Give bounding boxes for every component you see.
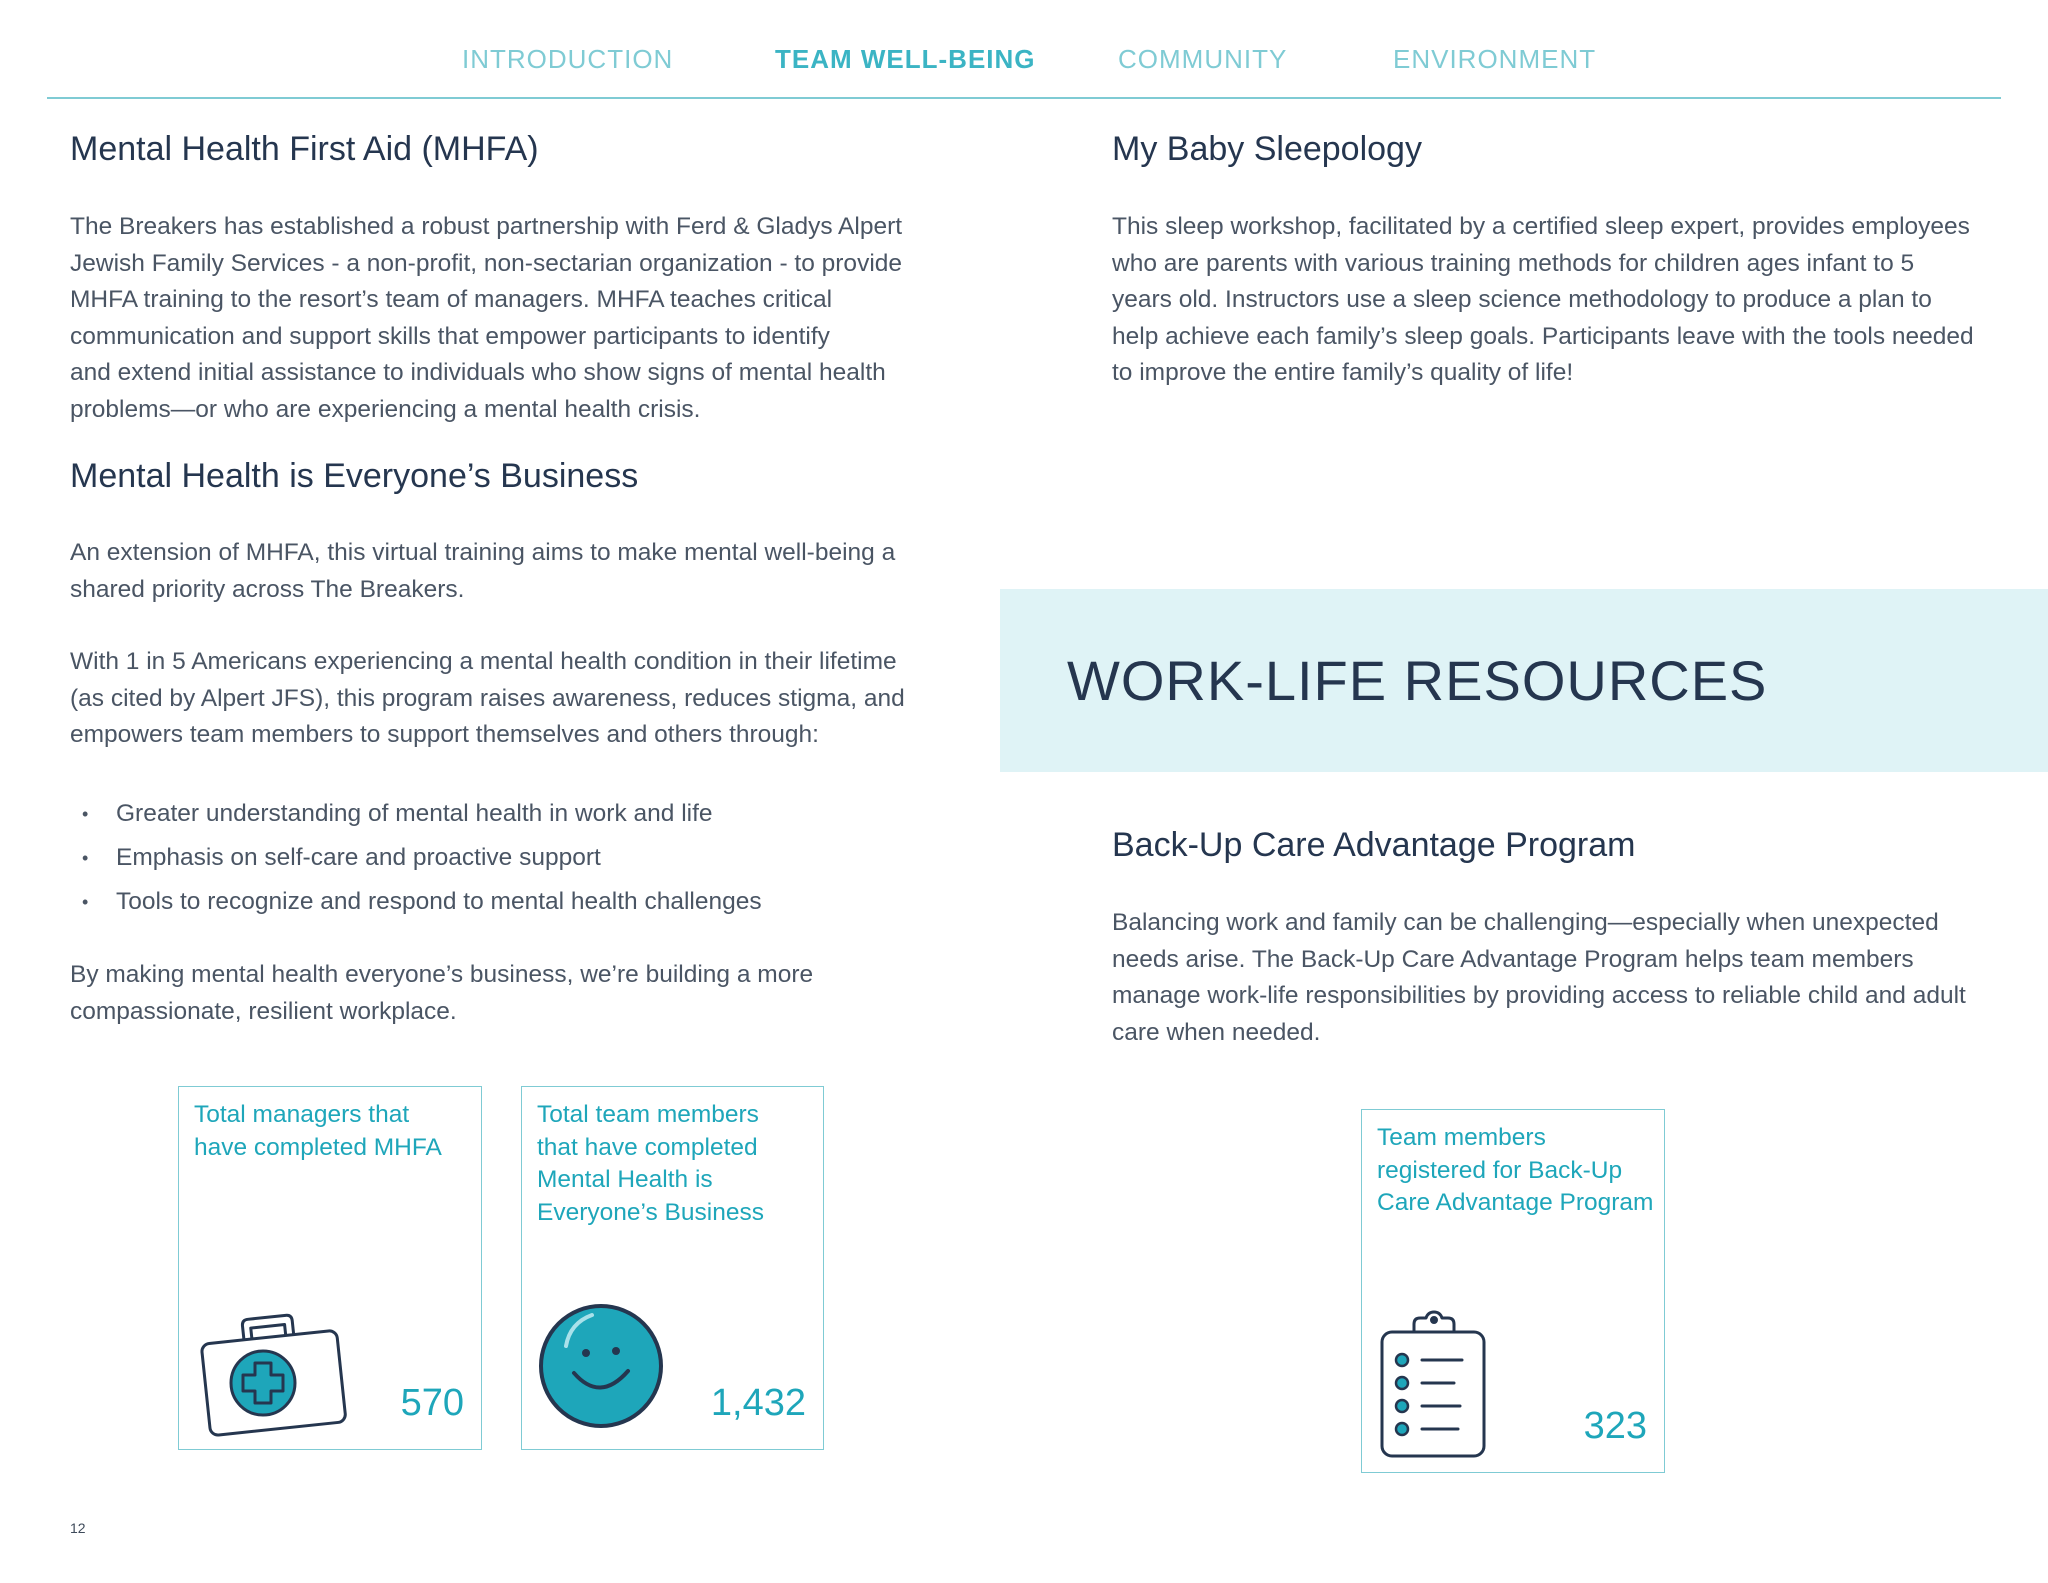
nav-divider	[47, 97, 2001, 99]
business-stats-paragraph: With 1 in 5 Americans experiencing a mental health condition in their lifetime (as cited by Alpert JFS), this program raises awareness, reduces stigma, and empowers team members to support themselves and others through:	[70, 648, 905, 748]
nav-introduction[interactable]: INTRODUCTION	[462, 44, 674, 74]
smiley-face-icon	[536, 1301, 666, 1431]
stat-value: 1,432	[710, 1382, 806, 1424]
section-nav	[0, 44, 2048, 84]
stat-label: Team members registered for Back-Up Care Advantage Program	[1377, 1124, 1654, 1216]
benefits-list	[70, 792, 762, 924]
mhfa-heading: Mental Health First Aid (MHFA)	[70, 130, 539, 168]
first-aid-kit-icon	[193, 1297, 353, 1437]
mhfa-paragraph: The Breakers has established a robust partnership with Ferd & Gladys Alpert Jewish Family Services - a non-profit, non-sectarian organization - to provide MHFA training to the resort’s team of managers. MHFA teaches critical communication and support skills that empower participants to identify and extend initial assistance to individuals who show signs of mental health problems—or who are experiencing a mental health crisis.	[70, 213, 903, 423]
section-banner-title: WORK-LIFE RESOURCES	[1067, 649, 1768, 712]
clipboard-checklist-icon	[1376, 1310, 1496, 1460]
page-number: 12	[70, 1520, 86, 1536]
sleepology-paragraph: This sleep workshop, facilitated by a certified sleep expert, provides employees who are parents with various training methods for children ages infant to 5 years old. Instructors use a sleep science methodology to produce a plan to help achieve each family’s sleep goals. Participants leave with the tools needed to improve the entire family’s quality of life!	[1112, 213, 1974, 386]
list-item: • Tools to recognize and respond to mental health challenges	[82, 888, 762, 915]
business-heading: Mental Health is Everyone’s Business	[70, 457, 639, 495]
stat-value: 323	[1583, 1405, 1647, 1447]
backup-care-heading: Back-Up Care Advantage Program	[1112, 826, 1636, 864]
stat-label: Total managers that have completed MHFA	[194, 1101, 442, 1161]
stat-card-business	[521, 1086, 824, 1450]
stat-label: Total team members that have completed Mental Health is Everyone’s Business	[537, 1101, 764, 1226]
nav-team-well-being[interactable]: TEAM WELL-BEING	[775, 44, 1036, 74]
sleepology-heading: My Baby Sleepology	[1112, 130, 1422, 168]
nav-environment[interactable]: ENVIRONMENT	[1393, 44, 1597, 74]
list-item: • Emphasis on self-care and proactive support	[82, 844, 601, 871]
nav-community[interactable]: COMMUNITY	[1118, 44, 1288, 74]
stat-value: 570	[400, 1382, 464, 1424]
stat-card-mhfa	[178, 1086, 482, 1450]
list-item: • Greater understanding of mental health in work and life	[82, 800, 713, 827]
closing-paragraph: By making mental health everyone’s business, we’re building a more compassionate, resilient workplace.	[70, 961, 814, 1025]
backup-care-paragraph: Balancing work and family can be challenging—especially when unexpected needs arise. The Back-Up Care Advantage Program helps team members manage work-life responsibilities by providing access to reliable child and adult care when needed.	[1112, 909, 1966, 1046]
stat-card-backup-care	[1361, 1109, 1665, 1473]
business-intro-paragraph: An extension of MHFA, this virtual training aims to make mental well-being a shared priority across The Breakers.	[70, 539, 896, 603]
